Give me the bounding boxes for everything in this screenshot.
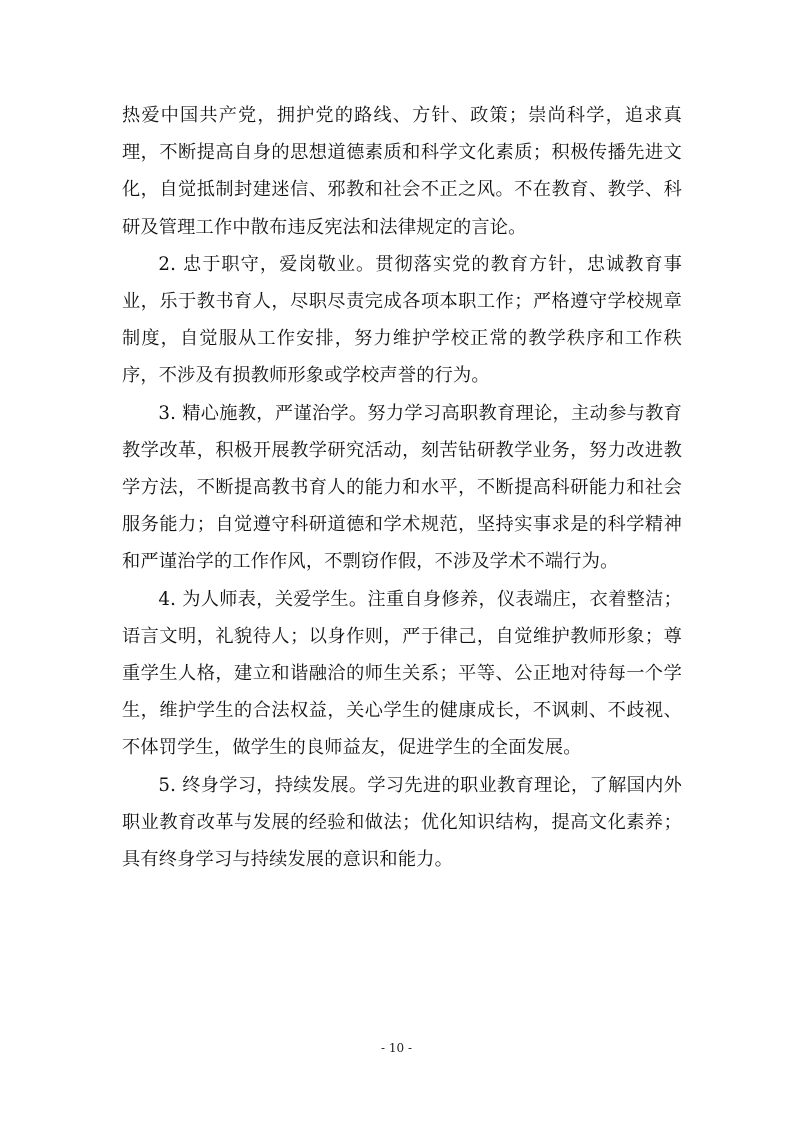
page-number: - 10 - bbox=[380, 1041, 412, 1055]
paragraph-item-3: 3. 精心施教，严谨治学。努力学习高职教育理论，主动参与教育教学改革，积极开展教学研究活动，刻苦钻研教学业务，努力改进教学方法，不断提高教书育人的能力和水平，不断提高科研能力和社会服务能力；自觉遵守科研道德和学术规范，坚持实事求是的科学精神和严谨治学的工作作风，不剽窃作假，不涉及学术不端行为。 bbox=[122, 402, 682, 573]
paragraph-item-2: 2. 忠于职守，爱岗敬业。贯彻落实党的教育方针，忠诚教育事业，乐于教书育人，尽职尽责完成各项本职工作；严格遵守学校规章制度，自觉服从工作安排，努力维护学校正常的教学秩序和工作秩序，不涉及有损教师形象或学校声誉的行为。 bbox=[122, 253, 682, 387]
paragraph-item-5: 5. 终身学习，持续发展。学习先进的职业教育理论，了解国内外职业教育改革与发展的经验和做法；优化知识结构，提高文化素养；具有终身学习与持续发展的意识和能力。 bbox=[122, 774, 682, 871]
paragraph-continuation: 热爱中国共产党，拥护党的路线、方针、政策；崇尚科学，追求真理，不断提高自身的思想道德素质和科学文化素质；积极传播先进文化，自觉抵制封建迷信、邪教和社会不正之风。不在教育、教学、科研及管理工作中散布违反宪法和法律规定的言论。 bbox=[122, 105, 682, 238]
document-body bbox=[122, 97, 682, 878]
paragraph-item-4: 4. 为人师表，关爱学生。注重自身修养，仪表端庄，衣着整洁；语言文明，礼貌待人；以身作则，严于律己，自觉维护教师形象；尊重学生人格，建立和谐融洽的师生关系；平等、公正地对待每一个学生，维护学生的合法权益，关心学生的健康成长，不讽刺、不歧视、不体罚学生，做学生的良师益友，促进学生的全面发展。 bbox=[122, 588, 682, 759]
